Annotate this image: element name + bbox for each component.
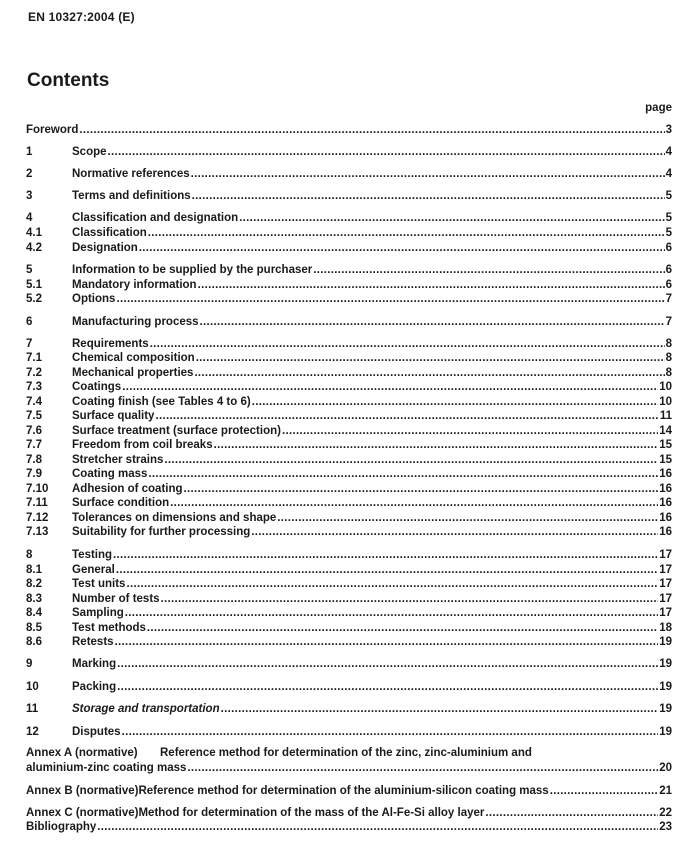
toc-entry[interactable]	[26, 211, 672, 225]
toc-entry-page: 19	[659, 703, 672, 715]
toc-annex-a[interactable]	[26, 746, 672, 760]
toc-entry-title: Test methods	[72, 622, 146, 634]
toc-entry-page: 19	[659, 681, 672, 693]
toc-entry-title: Requirements	[72, 338, 149, 350]
toc-entry-number: 7.3	[26, 381, 42, 393]
dot-leader	[108, 145, 665, 159]
toc-entry-title: Coating mass	[72, 468, 148, 480]
toc-entry-page: 8	[665, 352, 672, 364]
toc-entry[interactable]	[26, 366, 672, 380]
toc-entry[interactable]	[26, 635, 672, 649]
toc-entry-page: 16	[659, 497, 672, 509]
toc-entry-page: 17	[659, 607, 672, 619]
dot-leader	[252, 395, 658, 409]
toc-entry-number: 12	[26, 726, 39, 738]
toc-entry-number: 5.2	[26, 293, 42, 305]
dot-leader	[150, 337, 665, 351]
toc-entry-page: 19	[659, 658, 672, 670]
toc-entry[interactable]	[26, 577, 672, 591]
toc-entry[interactable]	[26, 511, 672, 525]
dot-leader	[192, 189, 665, 203]
toc-entry-page: 4	[665, 168, 672, 180]
toc-entry-title: Classification and designation	[72, 212, 239, 224]
toc-entry-title: Mechanical properties	[72, 367, 194, 379]
toc-entry-page: 16	[659, 512, 672, 524]
toc-entry-number: 3	[26, 190, 33, 202]
toc-annex-b[interactable]	[26, 784, 672, 798]
toc-entry[interactable]	[26, 606, 672, 620]
toc-entry-page: 17	[659, 593, 672, 605]
toc-annex-a-continuation[interactable]	[26, 761, 672, 775]
toc-entry[interactable]	[26, 226, 672, 240]
toc-entry[interactable]	[26, 315, 672, 329]
toc-entry-page: 5	[665, 190, 672, 202]
toc-entry-title: Testing	[72, 549, 113, 561]
dot-leader	[117, 680, 658, 694]
dot-leader	[148, 467, 658, 481]
toc-entry-number: 7.7	[26, 439, 42, 451]
toc-entry-number: 9	[26, 658, 33, 670]
toc-entry-number: 8.4	[26, 607, 42, 619]
toc-entry-title: Normative references	[72, 168, 190, 180]
toc-entry-page: 23	[659, 821, 672, 833]
toc-entry-title: Surface condition	[72, 497, 170, 509]
annex-label: Annex C (normative)	[26, 807, 139, 819]
toc-entry-title: Number of tests	[72, 593, 160, 605]
annex-title-continuation: aluminium-zinc coating mass	[26, 762, 187, 774]
dot-leader	[161, 592, 659, 606]
toc-entry-page: 10	[659, 396, 672, 408]
dot-leader	[194, 366, 664, 380]
dot-leader	[277, 511, 658, 525]
dot-leader	[170, 496, 658, 510]
toc-entry-number: 5	[26, 264, 33, 276]
dot-leader	[122, 380, 658, 394]
toc-entry-title: Surface treatment (surface protection)	[72, 425, 281, 437]
toc-entry-title: Coating finish (see Tables 4 to 6)	[72, 396, 251, 408]
toc-entry-page: 16	[659, 468, 672, 480]
toc-entry-page: 17	[659, 564, 672, 576]
toc-entry-title: Suitability for further processing	[72, 526, 251, 538]
toc-entry-page: 3	[665, 124, 672, 136]
annex-title: Reference method for determination of the zinc, zinc-aluminium and	[160, 747, 532, 759]
toc-entry-number: 8	[26, 549, 33, 561]
toc-entry-number: 10	[26, 681, 39, 693]
dot-leader	[125, 606, 658, 620]
toc-entry-number: 8.3	[26, 593, 42, 605]
toc-entry-title: General	[72, 564, 115, 576]
toc-entry-page: 15	[659, 439, 672, 451]
toc-entry-number: 7.11	[26, 497, 48, 509]
toc-entry[interactable]	[26, 278, 672, 292]
toc-entry-number: 7.2	[26, 367, 42, 379]
dot-leader	[196, 351, 665, 365]
toc-entry-number: 2	[26, 168, 33, 180]
toc-entry[interactable]	[26, 145, 672, 159]
toc-entry-page: 4	[665, 146, 672, 158]
toc-entry-title: Classification	[72, 227, 147, 239]
toc-entry-page: 19	[659, 636, 672, 648]
toc-entry[interactable]	[26, 525, 672, 539]
toc-entry-page: 5	[665, 212, 672, 224]
dot-leader	[214, 438, 659, 452]
toc-entry-number: 7.8	[26, 454, 42, 466]
dot-leader	[485, 806, 658, 820]
toc-entry-page: 6	[665, 279, 672, 291]
dot-leader	[147, 621, 658, 635]
toc-entry-number: 7.9	[26, 468, 42, 480]
toc-entry-title: Retests	[72, 636, 114, 648]
dot-leader	[155, 409, 658, 423]
toc-entry-number: 5.1	[26, 279, 42, 291]
toc-entry-number: 8.1	[26, 564, 42, 576]
dot-leader	[251, 525, 658, 539]
toc-entry[interactable]	[26, 467, 672, 481]
toc-entry[interactable]	[26, 680, 672, 694]
toc-entry[interactable]	[26, 657, 672, 671]
dot-leader	[200, 315, 665, 329]
toc-entry[interactable]	[26, 189, 672, 203]
toc-entry-page: 8	[665, 338, 672, 350]
dot-leader	[164, 453, 658, 467]
toc-entry-number: 8.2	[26, 578, 42, 590]
toc-entry-number: 6	[26, 316, 33, 328]
toc-entry-page: 6	[665, 242, 672, 254]
toc-entry[interactable]	[26, 548, 672, 562]
toc-entry[interactable]	[26, 563, 672, 577]
toc-entry-number: 4.2	[26, 242, 42, 254]
dot-leader	[116, 292, 664, 306]
dot-leader	[282, 424, 658, 438]
toc-entry-number: 7.12	[26, 512, 49, 524]
toc-entry-bibliography[interactable]	[26, 820, 672, 834]
toc-entry-title: Information to be supplied by the purchaser	[72, 264, 313, 276]
toc-entry-title: Stretcher strains	[72, 454, 164, 466]
dot-leader	[117, 657, 658, 671]
dot-leader	[79, 123, 664, 137]
toc-entry-page: 7	[665, 316, 672, 328]
annex-title: Method for determination of the mass of the Al-Fe-Si alloy layer	[138, 807, 485, 819]
toc-entry[interactable]	[26, 241, 672, 255]
toc-entry-page: 14	[659, 425, 672, 437]
toc-entry-title: Adhesion of coating	[72, 483, 183, 495]
toc-entry-page: 8	[665, 367, 672, 379]
toc-entry-foreword[interactable]	[26, 123, 672, 137]
toc-entry-title: Surface quality	[72, 410, 155, 422]
toc-entry[interactable]	[26, 496, 672, 510]
toc-entry-page: 6	[665, 264, 672, 276]
toc-annex-c[interactable]	[26, 806, 672, 820]
dot-leader	[116, 563, 658, 577]
document-id-header: EN 10327:2004 (E)	[28, 10, 135, 24]
annex-title: Reference method for determination of the aluminium-silicon coating mass	[138, 785, 549, 797]
dot-leader	[313, 263, 664, 277]
toc-entry-title: Scope	[72, 146, 107, 158]
toc-entry-page: 22	[659, 807, 672, 819]
toc-entry[interactable]	[26, 167, 672, 181]
toc-entry-number: 7.5	[26, 410, 42, 422]
toc-entry[interactable]	[26, 351, 672, 365]
toc-entry[interactable]	[26, 592, 672, 606]
toc-entry[interactable]	[26, 395, 672, 409]
toc-entry-page: 11	[659, 410, 672, 422]
toc-entry-number: 11	[26, 703, 39, 715]
toc-entry-title: Freedom from coil breaks	[72, 439, 213, 451]
dot-leader	[139, 241, 665, 255]
toc-entry-number: 7.13	[26, 526, 49, 538]
annex-label: Annex A (normative)	[26, 747, 138, 759]
toc-entry-title: Marking	[72, 658, 117, 670]
page-title: Contents	[27, 70, 110, 91]
toc-entry-title: Mandatory information	[72, 279, 197, 291]
toc-entry[interactable]	[26, 621, 672, 635]
toc-entry[interactable]	[26, 482, 672, 496]
toc-entry-page: 20	[659, 762, 672, 774]
toc-entry-title: Designation	[72, 242, 138, 254]
dot-leader	[239, 211, 664, 225]
toc-entry-title: Terms and definitions	[72, 190, 191, 202]
toc-entry-page: 5	[665, 227, 672, 239]
toc-entry-number: 4.1	[26, 227, 42, 239]
toc-entry-title: Sampling	[72, 607, 124, 619]
toc-entry[interactable]	[26, 380, 672, 394]
toc-entry-page: 15	[659, 454, 672, 466]
toc-entry-title: Coatings	[72, 381, 122, 393]
toc-entry-title: Disputes	[72, 726, 121, 738]
toc-entry-page: 10	[659, 381, 672, 393]
dot-leader	[191, 167, 665, 181]
dot-leader	[187, 761, 658, 775]
toc-entry-page: 18	[659, 622, 672, 634]
toc-entry-page: 19	[659, 726, 672, 738]
dot-leader	[148, 226, 665, 240]
toc-entry-number: 7.10	[26, 483, 49, 495]
dot-leader	[113, 548, 658, 562]
toc-entry-title: Options	[72, 293, 116, 305]
toc-entry-page: 16	[659, 526, 672, 538]
dot-leader	[198, 278, 665, 292]
toc-entry-number: 4	[26, 212, 33, 224]
toc-entry-page: 16	[659, 483, 672, 495]
dot-leader	[126, 577, 658, 591]
toc-entry-title: Manufacturing process	[72, 316, 199, 328]
toc-entry-title: Foreword	[26, 124, 79, 136]
toc-entry[interactable]	[26, 424, 672, 438]
toc-entry-page: 21	[659, 785, 672, 797]
toc-entry-title: Bibliography	[26, 821, 97, 833]
dot-leader	[550, 784, 659, 798]
toc-entry[interactable]	[26, 292, 672, 306]
toc-entry-title: Chemical composition	[72, 352, 195, 364]
toc-entry-number: 7	[26, 338, 33, 350]
toc-entry[interactable]	[26, 453, 672, 467]
dot-leader	[115, 635, 659, 649]
toc-entry[interactable]	[26, 438, 672, 452]
toc-entry-number: 7.1	[26, 352, 42, 364]
toc-entry-page: 17	[659, 549, 672, 561]
toc-entry-page: 7	[665, 293, 672, 305]
toc-entry[interactable]	[26, 409, 672, 423]
toc-entry-page: 17	[659, 578, 672, 590]
toc-entry-number: 8.5	[26, 622, 42, 634]
toc-entry-title: Packing	[72, 681, 117, 693]
toc-entry[interactable]	[26, 263, 672, 277]
toc-entry-title: Test units	[72, 578, 126, 590]
page-column-label: page	[645, 102, 672, 114]
toc-entry-title: Storage and transportation	[72, 703, 220, 715]
toc-entry-number: 8.6	[26, 636, 42, 648]
toc-entry-number: 1	[26, 146, 33, 158]
dot-leader	[221, 702, 659, 716]
toc-entry-number: 7.4	[26, 396, 42, 408]
dot-leader	[122, 725, 659, 739]
dot-leader	[184, 482, 659, 496]
toc-entry-number: 7.6	[26, 425, 42, 437]
toc-entry-title: Tolerances on dimensions and shape	[72, 512, 277, 524]
toc-entry[interactable]	[26, 725, 672, 739]
toc-entry[interactable]	[26, 337, 672, 351]
toc-entry[interactable]	[26, 702, 672, 716]
dot-leader	[97, 820, 658, 834]
annex-label: Annex B (normative)	[26, 785, 139, 797]
